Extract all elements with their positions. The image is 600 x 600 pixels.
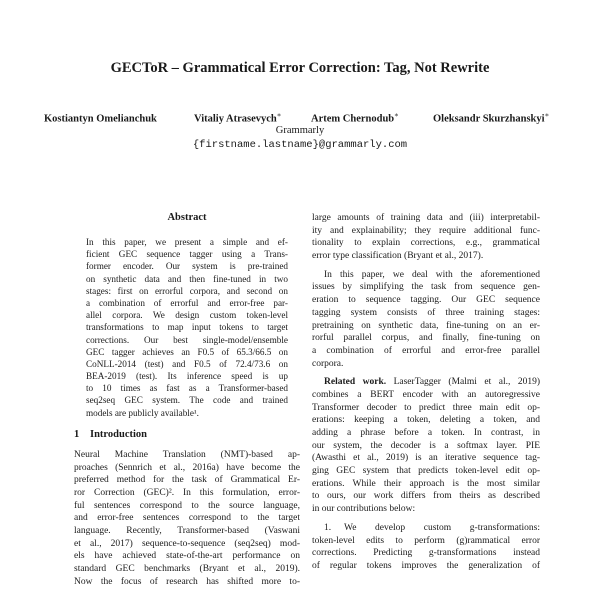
body-line: In this paper, we deal with the aforementioned	[324, 269, 540, 280]
body-line: erations: keeping a token, deleting a token, and	[312, 415, 540, 426]
author-chernodub: Artem Chernodub∗	[311, 111, 399, 125]
abstract-line: models are publicly available¹.	[86, 407, 199, 418]
intro-line: ror Correction (GEC)². In this formulation, error-	[74, 487, 300, 498]
list-number: 1.	[324, 522, 332, 533]
body-line: our system, the decoder is a softmax layer. PIE	[312, 440, 540, 451]
list-item: 1. We develop custom g-transformations:	[324, 522, 540, 533]
abstract-heading: Abstract	[167, 212, 207, 223]
body-line: adding a phrase before a token. In contrast, in	[312, 428, 540, 438]
body-line: error type classification (Bryant et al., 2017).	[312, 251, 484, 262]
abstract-line: ficient GEC sequence tagger using a Trans-	[86, 249, 288, 260]
paper-title: GECToR – Grammatical Error Correction: Tag, Not Rewrite	[110, 60, 490, 76]
abstract-body	[86, 236, 288, 419]
author-atrasevych: Vitaliy Atrasevych∗	[194, 111, 282, 125]
author-omelianchuk: Kostiantyn Omelianchuk	[44, 113, 157, 125]
body-line: Transformer decoder to predict three main edit op-	[312, 402, 540, 413]
body-line: erations. While their approach is the most similar	[312, 478, 540, 489]
related-work-label: Related work.	[324, 377, 387, 388]
abstract-line: allel corpora. We design custom token-level	[86, 310, 288, 321]
body-line: a combination of errorful and error-free parallel	[312, 345, 540, 356]
body-line: issues by simplifying the task from sequence gen-	[312, 282, 540, 293]
abstract-line: transformations to map input tokens to target	[86, 322, 288, 333]
abstract-line: seq2seq GEC system. The code and trained	[86, 395, 288, 406]
right-column	[312, 212, 540, 573]
body-line: corrections. Predicting g-transformations instead	[312, 548, 540, 559]
abstract-line: to 10 times as fast as a Transformer-based	[86, 383, 288, 394]
section-title: Introduction	[90, 428, 147, 440]
affiliation: Grammarly	[275, 125, 325, 136]
body-line: ity and explainability; they require additional func-	[312, 225, 540, 236]
intro-line: els have achieved state-of-the-art performance on	[74, 551, 300, 562]
left-column	[74, 212, 300, 588]
abstract-line: CoNLL-2014 (test) and F0.5 of 72.4/73.6 on	[86, 358, 288, 369]
body-line: corpora.	[312, 358, 344, 369]
paragraph-related-work	[312, 376, 540, 516]
introduction-body	[74, 449, 300, 589]
intro-line: language. Recently, Transformer-based (Vaswani	[74, 525, 300, 536]
body-line: tionality to explain corrections, e.g., grammatical	[312, 238, 540, 249]
body-line: combines a BERT encoder with an autoregressive	[312, 389, 540, 400]
body-line: large amounts of training data and (iii) interpretabil-	[312, 213, 540, 223]
body-line: to ours, our work differs from theirs as described	[312, 491, 540, 502]
abstract-line: stages: first on errorful corpora, and second on	[86, 285, 288, 296]
body-line: (Awasthi et al., 2019) is an iterative sequence tag-	[312, 453, 540, 464]
intro-line: standard GEC benchmarks (Bryant et al., 2019).	[74, 564, 300, 574]
body-line: ging GEC system that predicts token-level edit op-	[312, 466, 540, 477]
section-number: 1	[74, 428, 80, 440]
intro-line: preferred method for the task of Grammatical Er-	[74, 475, 300, 486]
body-line: Related work. LaserTagger (Malmi et al., 2019)	[324, 377, 540, 388]
abstract-line: corrections. Our best single-model/ensemble	[86, 334, 288, 345]
paragraph-limitations	[312, 212, 540, 263]
intro-line: Now the focus of research has shifted more to-	[74, 576, 300, 587]
body-line: pretraining on synthetic data, fine-tuning on an er-	[312, 320, 540, 331]
intro-line: and error-free sentences correspond to the target	[74, 513, 300, 524]
abstract-line: a combination of errorful and error-free par-	[86, 297, 288, 308]
intro-line: et al., 2017) sequence-to-sequence (seq2seq) mod-	[74, 538, 300, 549]
intro-line: ful sentences correspond to the source language,	[74, 500, 300, 511]
abstract-line: In this paper, we present a simple and ef-	[86, 237, 288, 247]
section-heading-introduction	[74, 429, 300, 449]
author-skurzhanskyi: Oleksandr Skurzhanskyi∗	[433, 111, 550, 125]
body-line: of regular tokens improves the generalization of	[312, 560, 540, 571]
abstract-line: GEC tagger achieves an F0.5 of 65.3/66.5 on	[86, 346, 288, 357]
body-line: tagging system consists of three training stages:	[312, 307, 540, 318]
body-line: eration to sequence tagging. Our GEC sequence	[312, 295, 540, 306]
contribution-list	[312, 522, 540, 573]
abstract-line: former encoder. Our system is pre-trained	[86, 261, 288, 272]
body-line: rorful parallel corpus, and finally, fine-tuning on	[312, 333, 540, 344]
abstract-line: BEA-2019 (test). Its inference speed is up	[86, 371, 288, 382]
intro-line: proaches (Sennrich et al., 2016a) have become the	[74, 462, 300, 473]
body-line: token-level edits to perform (g)rammatical error	[312, 535, 540, 546]
body-line: in our contributions below:	[312, 504, 416, 515]
intro-line: Neural Machine Translation (NMT)-based ap-	[74, 449, 300, 460]
abstract-line: on synthetic data and then fine-tuned in two	[86, 273, 288, 284]
author-email: {firstname.lastname}@grammarly.com	[192, 139, 408, 151]
paragraph-approach	[312, 269, 540, 371]
